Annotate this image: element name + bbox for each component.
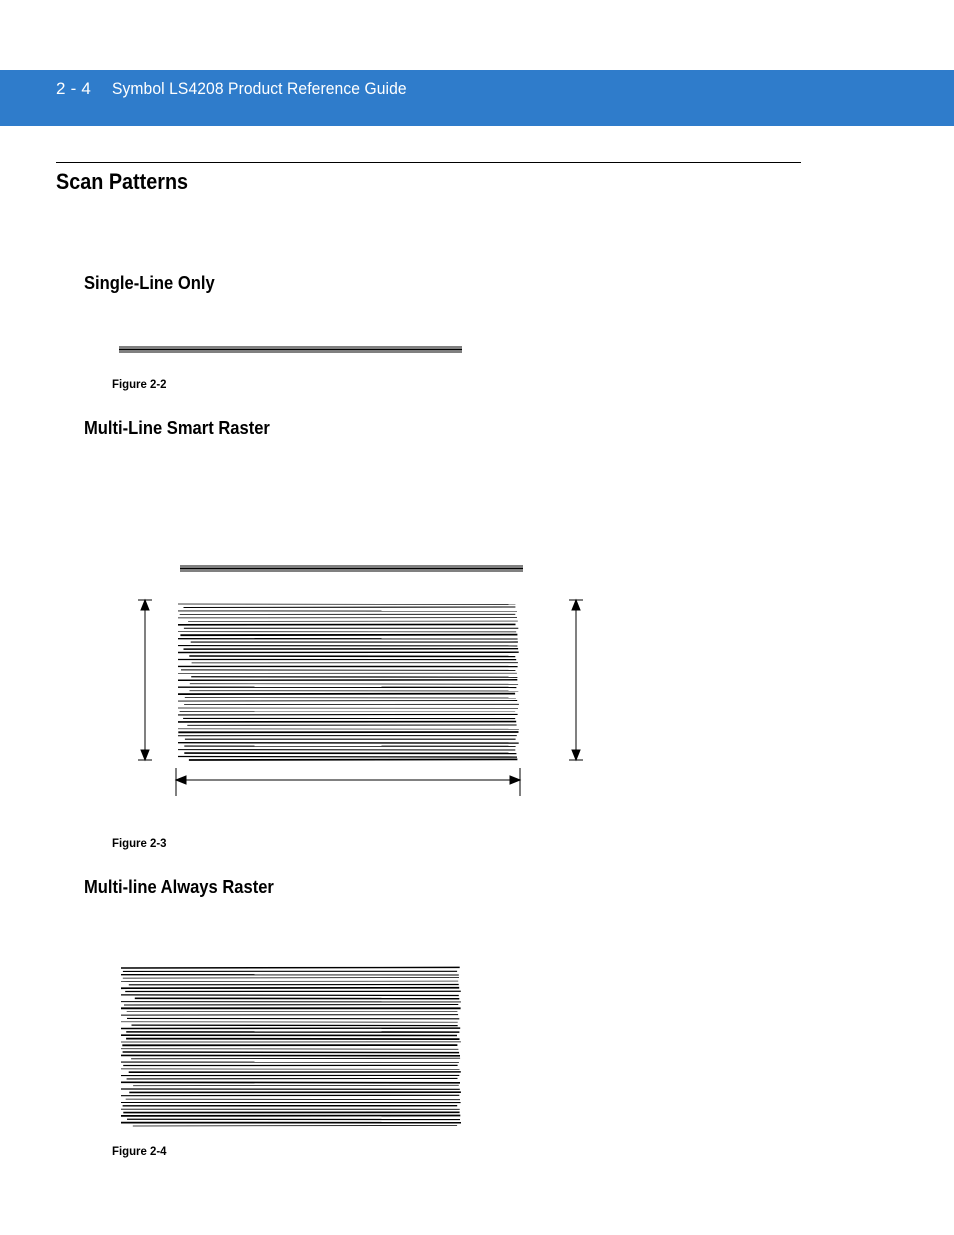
raster-scan-line — [121, 995, 459, 996]
figure-caption-2-2: Figure 2-2 — [112, 377, 167, 391]
raster-scan-line — [181, 670, 515, 671]
raster-scan-line — [121, 1082, 460, 1083]
raster-scan-line — [126, 1099, 460, 1100]
section-divider — [56, 162, 801, 163]
bottom-width-arrow — [176, 768, 520, 796]
raster-scan-line — [178, 701, 517, 702]
left-height-arrow — [138, 600, 152, 760]
right-height-arrow — [569, 600, 583, 760]
raster-scan-line — [121, 967, 460, 968]
raster-scan-line — [124, 1005, 458, 1006]
raster-scan-line — [178, 694, 515, 695]
smart-raster-single-line — [180, 566, 523, 571]
raster-scan-line — [126, 1039, 459, 1040]
page-number: 2 - 4 — [56, 79, 92, 98]
raster-scan-line — [189, 656, 515, 657]
raster-scan-line — [190, 684, 518, 685]
figure-caption-2-3: Figure 2-3 — [112, 836, 167, 850]
raster-scan-line — [131, 1058, 460, 1059]
heading-multi-line-always-raster: Multi-line Always Raster — [84, 877, 274, 897]
raster-scan-line — [189, 759, 518, 760]
raster-scan-line — [184, 607, 516, 608]
always-raster-lines — [121, 967, 461, 1126]
guide-title: Symbol LS4208 Product Reference Guide — [112, 79, 407, 98]
raster-scan-line — [121, 1015, 458, 1016]
raster-scan-line — [123, 1052, 460, 1053]
figure-caption-2-4: Figure 2-4 — [112, 1144, 167, 1158]
raster-scan-line — [121, 1049, 458, 1050]
raster-scan-line — [123, 978, 459, 979]
raster-scan-line — [121, 988, 459, 989]
raster-scan-line — [178, 604, 515, 605]
single-line-scan-pattern-figure — [116, 343, 466, 357]
raster-scan-line — [133, 1125, 457, 1126]
heading-single-line-only: Single-Line Only — [84, 273, 215, 293]
raster-scan-line — [180, 635, 517, 636]
raster-scan-line — [178, 680, 517, 681]
smart-raster-scan-pattern-figure — [130, 560, 590, 800]
heading-multi-line-smart-raster: Multi-Line Smart Raster — [84, 418, 270, 438]
section-title: Scan Patterns — [56, 169, 189, 194]
raster-scan-line — [127, 1078, 458, 1079]
smart-raster-lines — [178, 604, 519, 760]
raster-scan-line — [132, 1025, 458, 1026]
raster-scan-line — [178, 714, 518, 715]
always-raster-scan-pattern-figure — [116, 962, 468, 1132]
raster-scan-line — [178, 757, 517, 758]
